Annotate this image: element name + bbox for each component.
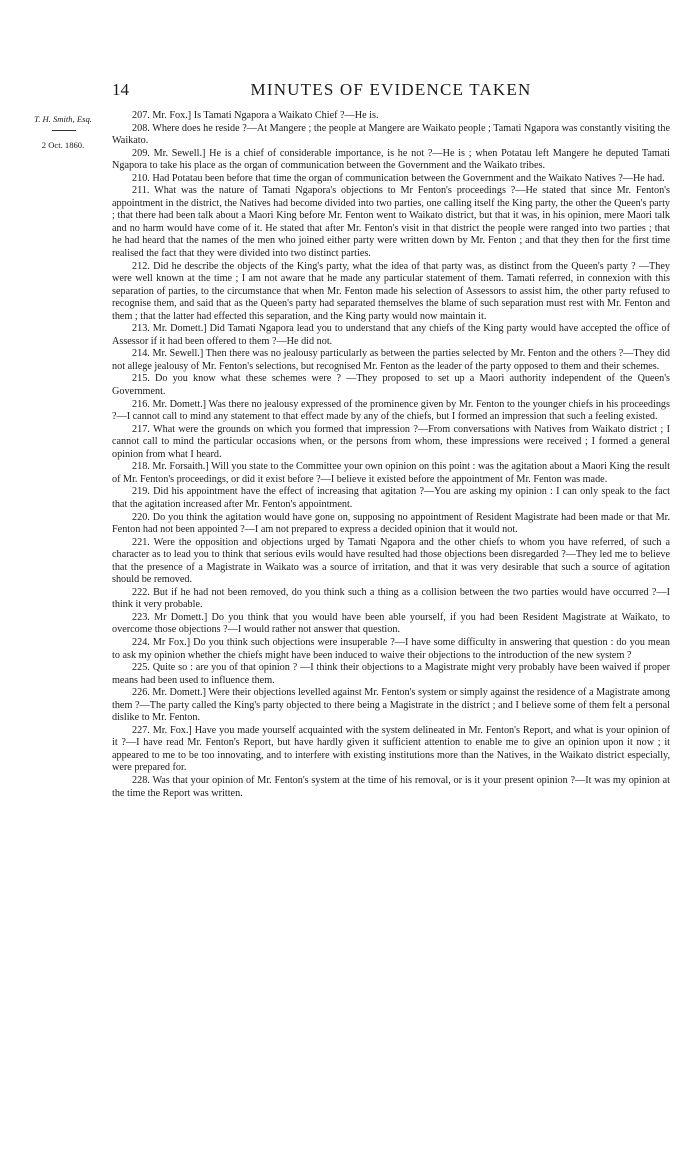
question-paragraph-215: 215. Do you know what these schemes were ? —They proposed to set up a Maori authority independent of the Queen's Government. (112, 373, 670, 398)
question-paragraph-209: 209. Mr. Sewell.] He is a chief of considerable importance, is he not ?—He is ; when Potatau left Mangere he deputed Tamati Ngapora to take his place as the organ of communication between the Government and the Waikato tribes. (112, 147, 670, 172)
page-number: 14 (112, 80, 129, 99)
question-paragraph-210: 210. Had Potatau been before that time the organ of communication between the Government and the Waikato Natives ?—He had. (132, 172, 665, 184)
question-paragraph-227: 227. Mr. Fox.] Have you made yourself acquainted with the system delineated in Mr. Fenton's Report, and what is your opinion of it ?—I have read Mr. Fenton's Report, but have hardly given it sufficient attention to enable me to give an opinion upon it now ; it appeared to me to be too innovating, and to interfere with existing institutions more than the Natives, in the Waikato district especially, were prepared for. (112, 724, 670, 774)
question-paragraph-217: 217. What were the grounds on which you formed that impression ?—From conversations with Natives from Waikato district ; I cannot call to mind the particular occasions when, or the persons from whom, these impressions were received ; I formed a general opinion from what I heard. (112, 423, 670, 460)
question-paragraph-226: 226. Mr. Domett.] Were their objections levelled against Mr. Fenton's system or simply against the residence of a Magistrate among them ?—The party called the King's party objected to there being a Magistrate in the district ; and I believe some of them felt a personal dislike to Mr. Fenton. (112, 687, 670, 724)
question-paragraph-228: 228. Was that your opinion of Mr. Fenton's system at the time of his removal, or is it your present opinion ?—It was my opinion at the time the Report was written. (112, 774, 670, 799)
evidence-body (112, 110, 670, 800)
page-header (112, 80, 670, 102)
question-paragraph-225: 225. Quite so : are you of that opinion ? —I think their objections to a Magistrate might very probably have been waived if proper means had been used to influence them. (112, 662, 670, 686)
question-paragraph-218: 218. Mr. Forsaith.] Will you state to the Committee your own opinion on this point : was the agitation about a Maori King the result of Mr. Fenton's proceedings, or did it exist before ?—I believe it existed before the appointment of Mr. Fenton was made. (112, 461, 670, 485)
margin-divider (52, 130, 76, 131)
question-paragraph-224: 224. Mr Fox.] Do you think such objections were insuperable ?—I have some difficulty in answering that question : do you mean to ask my opinion whether the chiefs might have been induced to waive their objections to the introduction of the new system ? (112, 636, 670, 661)
question-paragraph-214: 214. Mr. Sewell.] Then there was no jealousy particularly as between the parties selected by Mr. Fenton and the others ?—They did not allege jealousy of Mr. Fenton's selections, but recognised Mr. Fenton as the leader of the party opposed to them and their schemes. (112, 348, 670, 372)
margin-witness-name: T. H. Smith, Esq. (34, 114, 92, 124)
question-paragraph-216: 216. Mr. Domett.] Was there no jealousy expressed of the prominence given by Mr. Fenton to the younger chiefs in his proceedings ?—I cannot call to mind any statement to that effect made by any of the chiefs, but I formed an impression that such a feeling existed. (112, 398, 670, 423)
question-paragraph-221: 221. Were the opposition and objections urged by Tamati Ngapora and the other chiefs to whom you have referred, of such a character as to lead you to think that serious evils would have resulted had those objections been disregarded ?—They led me to believe that the presence of a Magistrate in Waikato was a source of irritation, and that it was very desirable that such a source of agitation should be removed. (112, 536, 670, 586)
margin-date: 2 Oct. 1860. (41, 140, 85, 150)
question-paragraph-222: 222. But if he had not been removed, do you think such a thing as a collision between the two parties would have occurred ?—I think it very probable. (112, 586, 670, 611)
question-paragraph-219: 219. Did his appointment have the effect of increasing that agitation ?—You are asking my opinion : I can only speak to the fact that the agitation increased after Mr. Fenton's appointment. (112, 486, 670, 510)
question-paragraph-207: 207. Mr. Fox.] Is Tamati Ngapora a Waikato Chief ?—He is. (132, 110, 379, 121)
question-paragraph-212: 212. Did he describe the objects of the King's party, what the idea of that party was, as distinct from the Queen's party ? —They were well known at the time ; I am not aware that he made any particular statement of them. Tamati referred, in connexion with this separation of parties, to the circumstance that when Mr. Fenton made his selection of Assessors to assist him, the other party refused to recognise them, and said that as the Queen's party had separated themselves the blame of such separation must rest with Mr. Fenton and them ; that the latter had effected this separation, and the King party would now maintain it. (112, 260, 670, 322)
running-title: MINUTES OF EVIDENCE TAKEN (250, 80, 532, 99)
question-paragraph-223: 223. Mr Domett.] Do you think that you would have been able yourself, if you had been Resident Magistrate at Waikato, to overcome those objections ?—I would rather not answer that question. (112, 611, 670, 636)
question-paragraph-220: 220. Do you think the agitation would have gone on, supposing no appointment of Resident Magistrate had been made or that Mr. Fenton had not been appointed ?—I am not prepared to express a decided opinion that it would not. (112, 511, 670, 536)
question-paragraph-208: 208. Where does he reside ?—At Mangere ; the people at Mangere are Waikato people ; Tamati Ngapora was constantly visiting the Waikato. (112, 122, 670, 147)
question-paragraph-211: 211. What was the nature of Tamati Ngapora's objections to Mr Fenton's proceedings ?—He stated that since Mr. Fenton's appointment in the district, the Natives had become divided into two parties, one calling itself the King party, the other the Queen's party ; that there had been talk about a Maori King before Mr. Fenton went to Waikato district, but that it was, in his opinion, mere Maori talk and no harm would have come of it. He stated that after Mr. Fenton's visit in that district the people were ranged into two parties ; that he had heard that the names of the men who joined either party were written down by Mr. Fenton ; and that they then for the first time realised the fact that they were divided into two distinct parties. (112, 185, 670, 260)
question-paragraph-213: 213. Mr. Domett.] Did Tamati Ngapora lead you to understand that any chiefs of the King party would have accepted the office of Assessor if it had been offered to them ?—He did not. (112, 323, 670, 347)
